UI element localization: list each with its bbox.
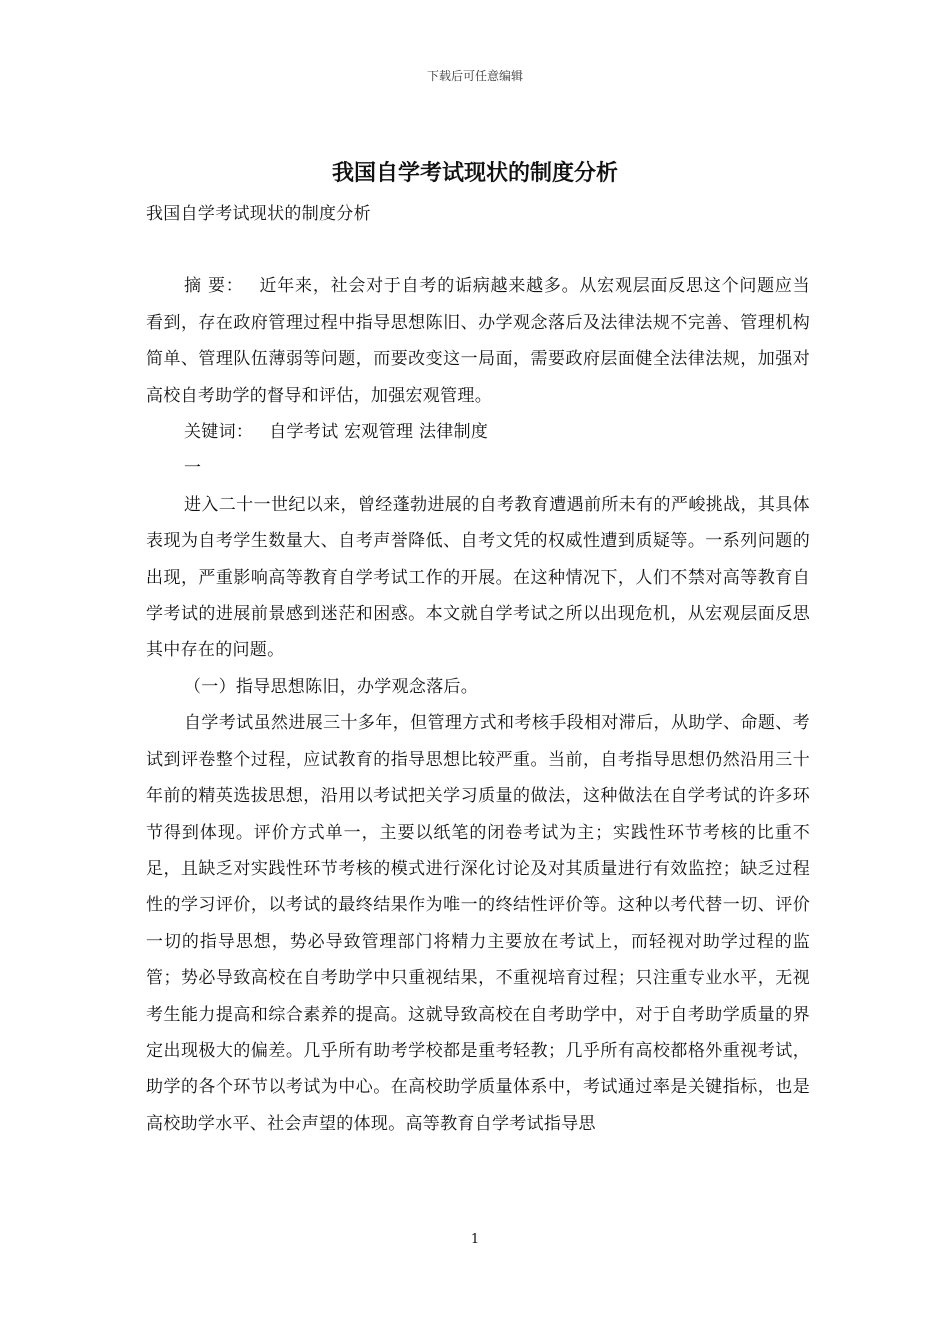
keywords-text: 自学考试 宏观管理 法律制度: [269, 422, 489, 443]
abstract-label: 摘 要：: [184, 276, 244, 297]
abstract-paragraph: [146, 268, 810, 414]
section-number: 一: [184, 458, 202, 479]
keywords-label: 关键词：: [184, 422, 254, 443]
body-paragraph-2: 自学考试虽然进展三十多年，但管理方式和考核手段相对滞后，从助学、命题、考试到评卷整个过程，应试教育的指导思想比较严重。当前，自考指导思想仍然沿用三十年前的精英选拔思想，沿用以考试把关学习质量的做法，这种做法在自学考试的许多环节得到体现。评价方式单一，主要以纸笔的闭卷考试为主；实践性环节考核的比重不足，且缺乏对实践性环节考核的模式进行深化讨论及对其质量进行有效监控；缺乏过程性的学习评价，以考试的最终结果作为唯一的终结性评价等。这种以考代替一切、评价一切的指导思想，势必导致管理部门将精力主要放在考试上，而轻视对助学过程的监管；势必导致高校在自考助学中只重视结果，不重视培育过程；只注重专业水平，无视考生能力提高和综合素养的提高。这就导致高校在自考助学中，对于自考助学质量的界定出现极大的偏差。几乎所有助考学校都是重考轻教；几乎所有高校都格外重视考试，助学的各个环节以考试为中心。在高校助学质量体系中，考试通过率是关键指标，也是高校助学水平、社会声望的体现。高等教育自学考试指导思: [146, 713, 810, 1134]
section-heading-1: （一）指导思想陈旧，办学观念落后。: [184, 676, 479, 697]
keywords-paragraph: [146, 414, 810, 450]
document-body: [146, 196, 810, 1142]
abstract-text: 近年来，社会对于自考的诟病越来越多。从宏观层面反思这个问题应当看到，存在政府管理过程中指导思想陈旧、办学观念落后及法律法规不完善、管理机构简单、管理队伍薄弱等问题，而要改变这一局面，需要政府层面健全法律法规，加强对高校自考助学的督导和评估，加强宏观管理。: [146, 276, 810, 406]
document-subtitle: 我国自学考试现状的制度分析: [146, 204, 371, 224]
body-paragraph-1: 进入二十一世纪以来，曾经蓬勃进展的自考教育遭遇前所未有的严峻挑战，其具体表现为自考学生数量大、自考声誉降低、自考文凭的权威性遭到质疑等。一系列问题的出现，严重影响高等教育自学考试工作的开展。在这种情况下，人们不禁对高等教育自学考试的进展前景感到迷茫和困惑。本文就自学考试之所以出现危机，从宏观层面反思其中存在的问题。: [146, 494, 810, 661]
header-note: 下载后可任意编辑: [426, 69, 523, 83]
page-number: 1: [470, 1232, 480, 1247]
document-title: 我国自学考试现状的制度分析: [331, 161, 618, 186]
